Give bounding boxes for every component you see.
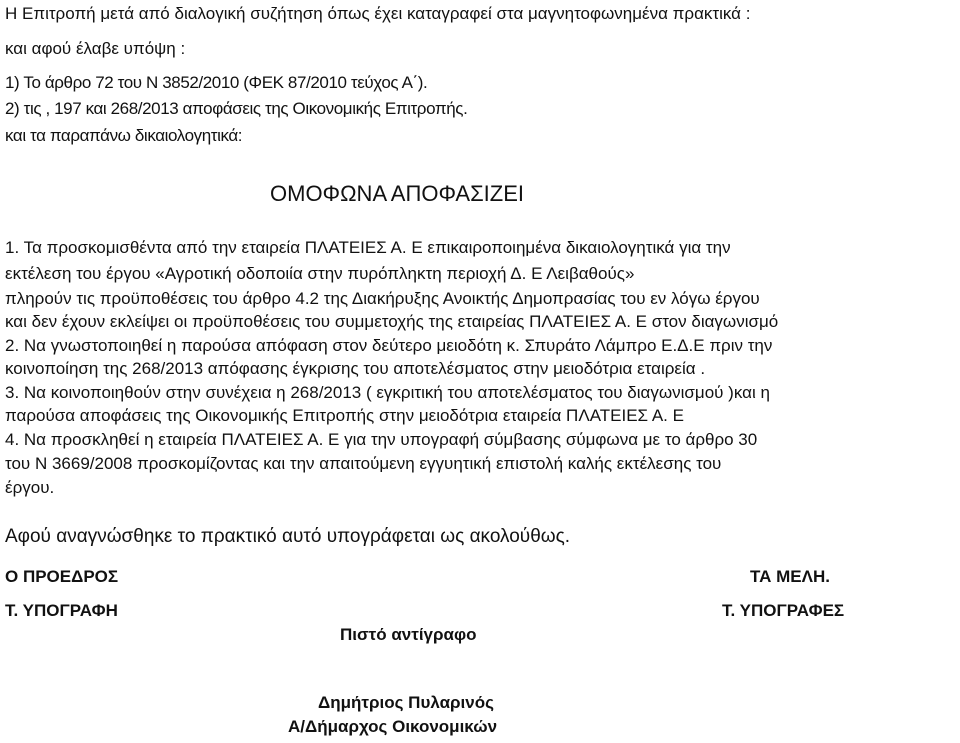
signature-left: Τ. ΥΠΟΓΡΑΦΗ [5, 601, 118, 620]
reference-item: 2) τις , 197 και 268/2013 αποφάσεις της Οικονομικής Επιτροπής. [5, 99, 468, 118]
intro-line: και αφού έλαβε υπόψη : [5, 39, 186, 58]
members-label: ΤΑ ΜΕΛΗ. [750, 567, 830, 586]
decision-line: του Ν 3669/2008 προσκομίζοντας και την απαιτούμενη εγγυητική επιστολή καλής εκτέλεσης του [5, 454, 722, 473]
decision-heading: ΟΜΟΦΩΝΑ ΑΠΟΦΑΣΙΖΕΙ [270, 181, 524, 206]
decision-line: έργου. [5, 478, 55, 497]
certified-copy-label: Πιστό αντίγραφο [340, 625, 477, 644]
reference-item: και τα παραπάνω δικαιολογητικά: [5, 126, 243, 145]
intro-line: Η Επιτροπή μετά από διαλογική συζήτηση όπως έχει καταγραφεί στα μαγνητοφωνημένα πρακτικά : [5, 4, 751, 23]
signer-title: Α/Δήμαρχος Οικονομικών [288, 717, 498, 736]
decision-line: 1. Τα προσκομισθέντα από την εταιρεία ΠΛΑΤΕΙΕΣ Α. Ε επικαιροποιημένα δικαιολογητικά για την [5, 238, 731, 257]
signature-right: Τ. ΥΠΟΓΡΑΦΕΣ [722, 601, 845, 620]
closing-statement: Αφού αναγνώσθηκε το πρακτικό αυτό υπογράφεται ως ακολούθως. [5, 526, 571, 547]
decision-line: κοινοποίηση της 268/2013 απόφασης έγκρισης του αποτελέσματος στην μειοδότρια εταιρεία . [5, 359, 706, 378]
decision-line: παρούσα αποφάσεις της Οικονομικής Επιτροπής στην μειοδότρια εταιρεία ΠΛΑΤΕΙΕΣ Α. Ε [5, 406, 684, 425]
decision-line: πληρούν τις προϋποθέσεις του άρθρο 4.2 της Διακήρυξης Ανοικτής Δημοπρασίας του εν λόγω έργου [5, 289, 760, 308]
decision-line: εκτέλεση του έργου «Αγροτική οδοποιία στην πυρόπληκτη περιοχή Δ. Ε Λειβαθούς» [5, 264, 635, 283]
president-label: Ο ΠΡΟΕΔΡΟΣ [5, 567, 119, 586]
decision-line: 3. Να κοινοποιηθούν στην συνέχεια η 268/2013 ( εγκριτική του αποτελέσματος του διαγωνισμού )και η [5, 383, 770, 402]
decision-line: 4. Να προσκληθεί η εταιρεία ΠΛΑΤΕΙΕΣ Α. Ε για την υπογραφή σύμβασης σύμφωνα με το άρθρο 30 [5, 430, 758, 449]
decision-line: 2. Να γνωστοποιηθεί η παρούσα απόφαση στον δεύτερο μειοδότη κ. Σπυράτο Λάμπρο Ε.Δ.Ε πριν την [5, 336, 773, 355]
decision-line: και δεν έχουν εκλείψει οι προϋποθέσεις του συμμετοχής της εταιρείας ΠΛΑΤΕΙΕΣ Α. Ε στον διαγωνισμό [5, 312, 779, 331]
reference-item: 1) Το άρθρο 72 του Ν 3852/2010 (ΦΕΚ 87/2010 τεύχος Α΄). [5, 73, 428, 92]
signer-name: Δημήτριος Πυλαρινός [318, 693, 494, 712]
